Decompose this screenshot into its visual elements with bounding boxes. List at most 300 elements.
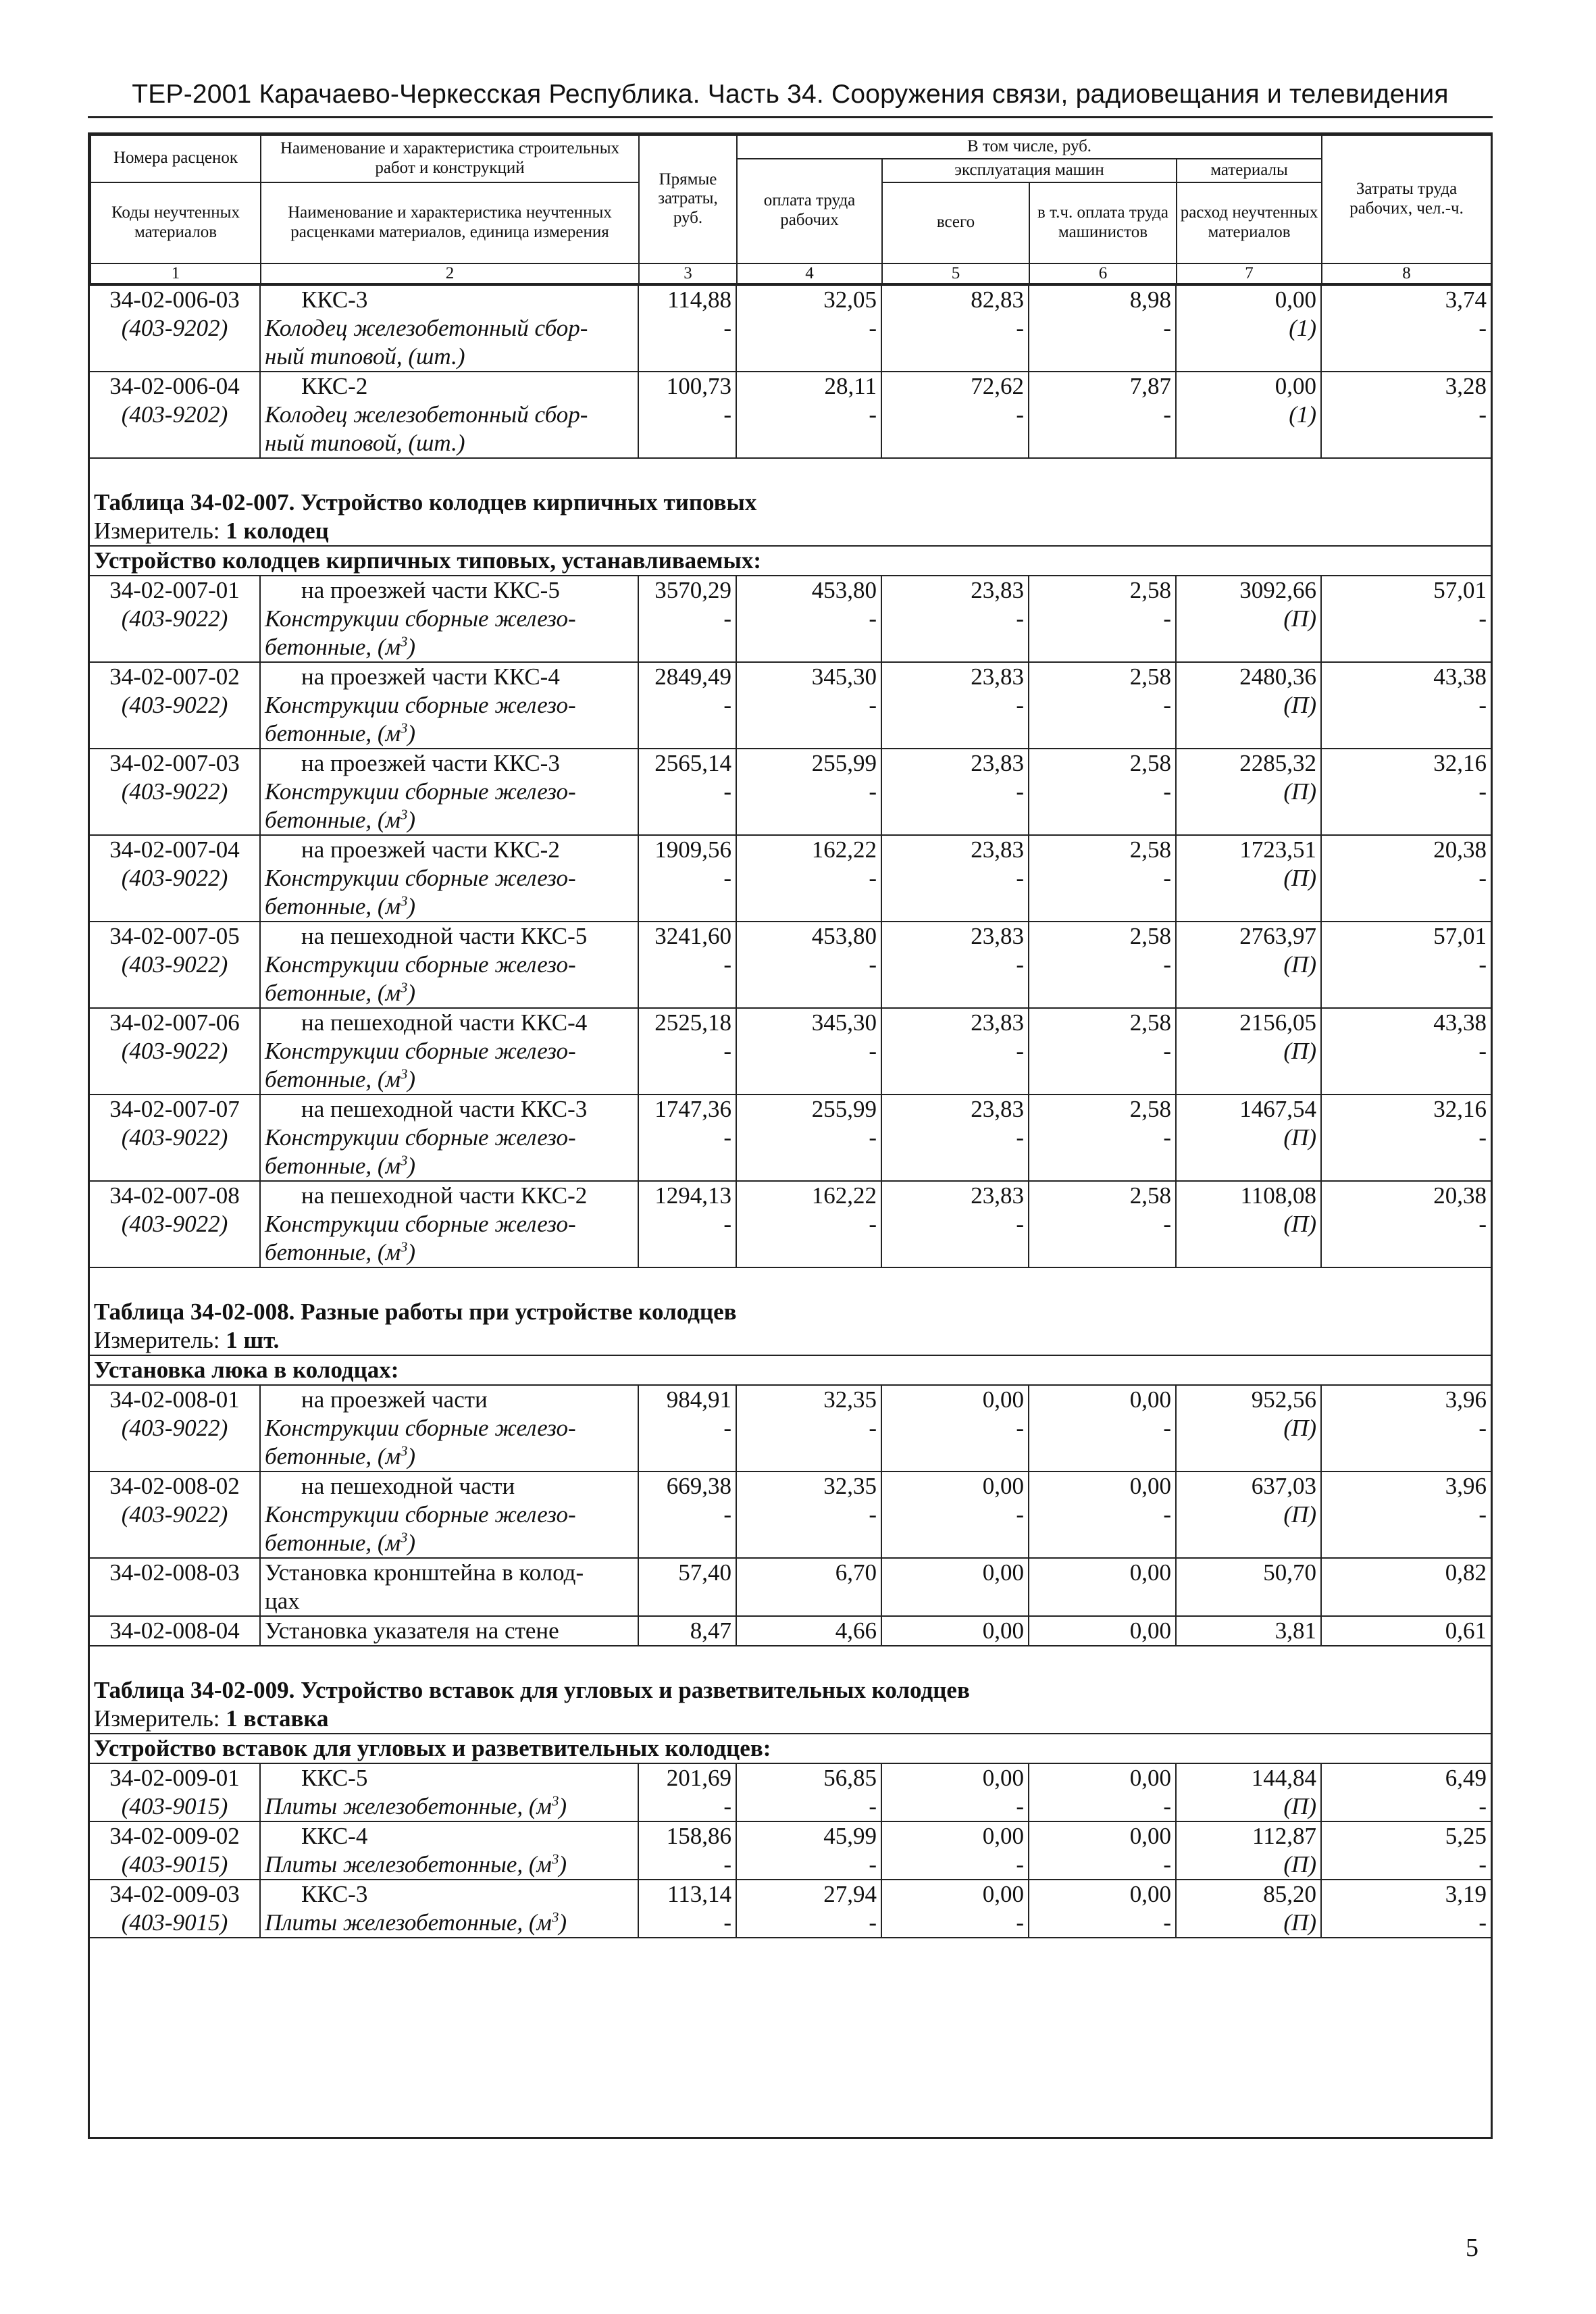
col-number: 8 — [1322, 263, 1491, 284]
cubic-sup: 3 — [551, 1909, 559, 1926]
dash: - — [1029, 1037, 1176, 1065]
material-row — [90, 951, 1491, 979]
paren: ) — [407, 720, 416, 747]
rate-code: 34-02-009-01 — [90, 1763, 260, 1792]
paren: ) — [407, 1153, 416, 1180]
rate-name: Установка указателя на стене — [260, 1616, 638, 1646]
dash: - — [1029, 605, 1176, 633]
direct-costs: 201,69 — [638, 1763, 736, 1792]
operators-pay: 0,00 — [1029, 1880, 1176, 1909]
header-rates-number: Номера расценок — [91, 135, 261, 182]
empty-cell — [90, 1238, 260, 1267]
dash: - — [736, 951, 881, 979]
machines-total: 0,00 — [881, 1472, 1029, 1501]
material-name-line: Колодец железобетонный сбор- — [265, 315, 588, 342]
header-workers-pay: оплата труда рабочих — [737, 159, 882, 263]
empty-cell — [90, 892, 260, 922]
material-name — [260, 1851, 638, 1880]
rate-code: 34-02-007-05 — [90, 922, 260, 951]
material-code: (403-9022) — [90, 1124, 260, 1152]
material-usage: 0,00 — [1176, 285, 1321, 314]
material-usage: 85,20 — [1176, 1880, 1321, 1909]
dash: - — [881, 1909, 1029, 1938]
empty-cell — [90, 979, 260, 1008]
material-name-line: бетонные, (м — [265, 807, 401, 834]
labor-hours: 20,38 — [1321, 835, 1491, 864]
dash: - — [638, 864, 736, 892]
material-name-line: Конструкции сборные железо- — [260, 605, 638, 633]
material-usage: 637,03 — [1176, 1472, 1321, 1501]
material-qty: (П) — [1176, 951, 1321, 979]
direct-costs: 100,73 — [638, 372, 736, 401]
operators-pay: 0,00 — [1029, 1558, 1176, 1587]
direct-costs: 2565,14 — [638, 749, 736, 778]
empty-cell — [1029, 892, 1176, 922]
material-qty: (1) — [1176, 314, 1321, 343]
material-name — [260, 1792, 638, 1821]
material-usage: 952,56 — [1176, 1385, 1321, 1414]
measure-label: Измеритель: — [94, 1327, 226, 1354]
table-row — [90, 576, 1491, 605]
workers-pay: 162,22 — [736, 1181, 881, 1210]
material-name-line: бетонные, (м — [265, 1443, 401, 1470]
cubic-sup: 3 — [400, 633, 408, 650]
operators-pay: 2,58 — [1029, 1095, 1176, 1124]
dash: - — [1478, 1415, 1487, 1442]
dash: - — [638, 1851, 736, 1880]
rate-code: 34-02-007-04 — [90, 835, 260, 864]
cubic-sup: 3 — [400, 1152, 408, 1169]
empty-cell — [1321, 979, 1491, 1008]
table-007 — [90, 458, 1491, 576]
operators-pay: 2,58 — [1029, 922, 1176, 951]
material-name — [260, 979, 638, 1008]
material-name-line: бетонные, (м — [265, 720, 401, 747]
labor-hours: 43,38 — [1321, 662, 1491, 691]
workers-pay: 28,11 — [736, 372, 881, 401]
table-row — [90, 372, 1491, 401]
material-code: (403-9022) — [90, 691, 260, 720]
material-name-line: ный типовой, (шт.) — [260, 343, 638, 372]
empty-cell — [881, 1065, 1029, 1095]
cubic-sup: 3 — [400, 1065, 408, 1082]
rate-name: на проезжей части ККС-2 — [260, 835, 638, 864]
workers-pay: 345,30 — [736, 662, 881, 691]
material-name-line: Конструкции сборные железо- — [260, 864, 638, 892]
material-row-cont — [90, 1152, 1491, 1181]
dash: - — [638, 1909, 736, 1938]
workers-pay: 56,85 — [736, 1763, 881, 1792]
labor-hours: 0,61 — [1321, 1616, 1491, 1646]
table-row — [90, 835, 1491, 864]
machines-total: 0,00 — [881, 1880, 1029, 1909]
direct-costs: 2849,49 — [638, 662, 736, 691]
material-name-line: Плиты железобетонные, (м — [265, 1793, 552, 1820]
operators-pay: 0,00 — [1029, 1763, 1176, 1792]
empty-cell — [1176, 1238, 1321, 1267]
dash: - — [736, 864, 881, 892]
table-title: Таблица 34-02-009. Устройство вставок для угловых и разветвительных колодцев — [90, 1646, 1491, 1705]
dash: - — [736, 1414, 881, 1442]
material-name-line: бетонные, (м — [265, 634, 401, 661]
material-usage: 3,81 — [1176, 1616, 1321, 1646]
dash: - — [1029, 1792, 1176, 1821]
workers-pay: 345,30 — [736, 1008, 881, 1037]
material-name-line: бетонные, (м — [265, 980, 401, 1007]
direct-costs: 669,38 — [638, 1472, 736, 1501]
material-name — [260, 806, 638, 835]
col-number: 2 — [261, 263, 639, 284]
material-qty: (П) — [1176, 605, 1321, 633]
material-qty: (П) — [1176, 1037, 1321, 1065]
labor-hours: 3,19 — [1321, 1880, 1491, 1909]
workers-pay: 32,35 — [736, 1385, 881, 1414]
rate-name-line: цах — [260, 1587, 638, 1616]
rate-code: 34-02-009-03 — [90, 1880, 260, 1909]
measure-label: Измеритель: — [94, 518, 226, 545]
material-row-cont — [90, 343, 1491, 372]
rate-code: 34-02-006-04 — [90, 372, 260, 401]
labor-hours: 57,01 — [1321, 922, 1491, 951]
empty-cell — [1321, 1529, 1491, 1558]
rates-body — [90, 284, 1491, 1938]
rate-name: на пешеходной части — [260, 1472, 638, 1501]
rate-name: на пешеходной части ККС-3 — [260, 1095, 638, 1124]
table-title: Таблица 34-02-008. Разные работы при устройстве колодцев — [90, 1267, 1491, 1326]
table-row — [90, 749, 1491, 778]
material-row-cont — [90, 429, 1491, 458]
material-name — [260, 1238, 638, 1267]
table-row — [90, 1181, 1491, 1210]
empty-cell — [90, 1152, 260, 1181]
empty-cell — [638, 892, 736, 922]
material-name-line: бетонные, (м — [265, 893, 401, 920]
empty-cell — [1176, 892, 1321, 922]
section-subheader: Устройство колодцев кирпичных типовых, устанавливаемых: — [90, 546, 1491, 576]
material-row — [90, 1124, 1491, 1152]
labor-hours: 0,82 — [1321, 1558, 1491, 1587]
material-qty: (П) — [1176, 1210, 1321, 1238]
rate-code: 34-02-008-04 — [90, 1616, 260, 1646]
table-007-rows — [90, 576, 1491, 1267]
paren: ) — [407, 1443, 416, 1470]
empty-cell — [1321, 1152, 1491, 1181]
header-rule — [88, 116, 1493, 118]
dash: - — [881, 605, 1029, 633]
material-name-line: Конструкции сборные железо- — [260, 1124, 638, 1152]
col-number: 7 — [1177, 263, 1322, 284]
rate-code: 34-02-007-08 — [90, 1181, 260, 1210]
cubic-sup: 3 — [400, 979, 408, 996]
table-row — [90, 1558, 1491, 1587]
dash: - — [736, 314, 881, 343]
header-material-codes: Коды неучтенных материалов — [91, 182, 261, 263]
operators-pay: 2,58 — [1029, 1008, 1176, 1037]
empty-cell — [1176, 1065, 1321, 1095]
material-name-line: Конструкции сборные железо- — [260, 1037, 638, 1065]
table-008-extra-rows — [90, 1558, 1491, 1646]
table-row — [90, 662, 1491, 691]
material-row — [90, 1210, 1491, 1238]
material-code: (403-9022) — [90, 778, 260, 806]
dash: - — [1478, 1038, 1487, 1065]
machines-total: 0,00 — [881, 1763, 1029, 1792]
dash: - — [736, 1851, 881, 1880]
rate-name: ККС-4 — [260, 1821, 638, 1851]
material-code: (403-9022) — [90, 1414, 260, 1442]
material-qty: (П) — [1176, 691, 1321, 720]
rate-name: ККС-3 — [260, 285, 638, 314]
machines-total: 82,83 — [881, 285, 1029, 314]
material-name-line: Конструкции сборные железо- — [260, 1210, 638, 1238]
empty-cell — [638, 633, 736, 662]
header-material-usage: расход неучтенных материалов — [1177, 182, 1322, 263]
machines-total: 23,83 — [881, 662, 1029, 691]
material-name — [260, 720, 638, 749]
rate-code: 34-02-007-06 — [90, 1008, 260, 1037]
empty-cell — [1029, 720, 1176, 749]
empty-cell — [1176, 633, 1321, 662]
direct-costs: 57,40 — [638, 1558, 736, 1587]
paren: ) — [559, 1793, 567, 1820]
material-row — [90, 1037, 1491, 1065]
material-code: (403-9022) — [90, 1501, 260, 1529]
empty-cell — [90, 1065, 260, 1095]
material-qty: (П) — [1176, 1851, 1321, 1880]
column-header — [90, 134, 1492, 284]
workers-pay: 453,80 — [736, 576, 881, 605]
machines-total: 0,00 — [881, 1385, 1029, 1414]
empty-cell — [1029, 1238, 1176, 1267]
direct-costs: 2525,18 — [638, 1008, 736, 1037]
dash: - — [881, 691, 1029, 720]
labor-hours: 3,74 — [1321, 285, 1491, 314]
machines-total: 23,83 — [881, 922, 1029, 951]
rate-name: на проезжей части ККС-5 — [260, 576, 638, 605]
rate-code: 34-02-007-02 — [90, 662, 260, 691]
paren: ) — [407, 980, 416, 1007]
empty-cell — [638, 1529, 736, 1558]
dash: - — [881, 951, 1029, 979]
table-row — [90, 1763, 1491, 1792]
material-name-line: Конструкции сборные железо- — [260, 951, 638, 979]
dash: - — [638, 1124, 736, 1152]
rate-code: 34-02-008-02 — [90, 1472, 260, 1501]
material-qty: (1) — [1176, 401, 1321, 429]
header-materials: материалы — [1177, 159, 1322, 182]
paren: ) — [407, 1066, 416, 1093]
machines-total: 23,83 — [881, 576, 1029, 605]
empty-cell — [1321, 1442, 1491, 1472]
operators-pay: 0,00 — [1029, 1616, 1176, 1646]
dash: - — [638, 314, 736, 343]
dash: - — [638, 691, 736, 720]
material-usage: 1723,51 — [1176, 835, 1321, 864]
material-code: (403-9015) — [90, 1909, 260, 1938]
material-qty: (П) — [1176, 864, 1321, 892]
empty-cell — [638, 720, 736, 749]
dash: - — [1029, 1909, 1176, 1938]
dash: - — [881, 401, 1029, 429]
dash: - — [881, 1124, 1029, 1152]
col-number: 1 — [91, 263, 261, 284]
rate-code: 34-02-008-01 — [90, 1385, 260, 1414]
material-name — [260, 314, 638, 343]
measure-label: Измеритель: — [94, 1705, 226, 1732]
empty-cell — [881, 1152, 1029, 1181]
workers-pay: 453,80 — [736, 922, 881, 951]
machines-total: 23,83 — [881, 835, 1029, 864]
dash: - — [1478, 1501, 1487, 1528]
table-row — [90, 1821, 1491, 1851]
material-row-cont — [90, 806, 1491, 835]
direct-costs: 8,47 — [638, 1616, 736, 1646]
material-usage: 2763,97 — [1176, 922, 1321, 951]
material-row — [90, 314, 1491, 343]
page-number: 5 — [1466, 2234, 1478, 2262]
material-qty: (П) — [1176, 1501, 1321, 1529]
header-machines-total: всего — [882, 182, 1029, 263]
empty-cell — [881, 1529, 1029, 1558]
dash: - — [1029, 314, 1176, 343]
machines-total: 23,83 — [881, 1008, 1029, 1037]
dash: - — [881, 1501, 1029, 1529]
rate-name: на пешеходной части ККС-4 — [260, 1008, 638, 1037]
labor-hours: 3,96 — [1321, 1385, 1491, 1414]
material-name — [260, 1442, 638, 1472]
material-usage: 0,00 — [1176, 372, 1321, 401]
operators-pay: 0,00 — [1029, 1472, 1176, 1501]
header-machines: эксплуатация машин — [882, 159, 1177, 182]
col-number: 5 — [882, 263, 1029, 284]
empty-cell — [736, 1442, 881, 1472]
dash: - — [1029, 951, 1176, 979]
dash: - — [1029, 401, 1176, 429]
material-qty: (П) — [1176, 1414, 1321, 1442]
empty-cell — [881, 806, 1029, 835]
material-usage: 1467,54 — [1176, 1095, 1321, 1124]
dash: - — [881, 1792, 1029, 1821]
material-row — [90, 691, 1491, 720]
empty-cell — [736, 1065, 881, 1095]
material-code: (403-9022) — [90, 864, 260, 892]
operators-pay: 0,00 — [1029, 1385, 1176, 1414]
empty-cell — [90, 1442, 260, 1472]
empty-cell — [1029, 633, 1176, 662]
empty-cell — [1176, 1152, 1321, 1181]
section-subheader: Устройство вставок для угловых и разветвительных колодцев: — [90, 1734, 1491, 1763]
labor-hours: 32,16 — [1321, 749, 1491, 778]
header-operators-pay: в т.ч. оплата труда машинистов — [1029, 182, 1177, 263]
material-name — [260, 1152, 638, 1181]
material-name — [260, 892, 638, 922]
cubic-sup: 3 — [400, 1238, 408, 1255]
material-row — [90, 1792, 1491, 1821]
machines-total: 0,00 — [881, 1821, 1029, 1851]
direct-costs: 158,86 — [638, 1821, 736, 1851]
material-name-line: Конструкции сборные железо- — [260, 778, 638, 806]
operators-pay: 2,58 — [1029, 1181, 1176, 1210]
rate-code: 34-02-009-02 — [90, 1821, 260, 1851]
dash: - — [736, 1124, 881, 1152]
empty-cell — [881, 720, 1029, 749]
rate-code: 34-02-008-03 — [90, 1558, 260, 1587]
empty-cell — [736, 633, 881, 662]
table-row — [90, 1095, 1491, 1124]
dash: - — [736, 1037, 881, 1065]
material-code: (403-9022) — [90, 1037, 260, 1065]
dash: - — [1478, 1851, 1487, 1878]
material-row — [90, 1501, 1491, 1529]
material-row — [90, 778, 1491, 806]
dash: - — [1478, 951, 1487, 978]
workers-pay: 32,35 — [736, 1472, 881, 1501]
header-direct-costs: Прямые затраты, руб. — [639, 135, 737, 263]
dash: - — [1029, 778, 1176, 806]
material-row-cont — [90, 1529, 1491, 1558]
material-row — [90, 1851, 1491, 1880]
dash: - — [1478, 605, 1487, 632]
machines-total: 72,62 — [881, 372, 1029, 401]
operators-pay: 7,87 — [1029, 372, 1176, 401]
empty-cell — [638, 1238, 736, 1267]
machines-total: 23,83 — [881, 749, 1029, 778]
rate-name: на пешеходной части ККС-2 — [260, 1181, 638, 1210]
empty-cell — [90, 806, 260, 835]
dash: - — [1029, 1124, 1176, 1152]
measure-value: 1 шт. — [226, 1327, 280, 1354]
operators-pay: 2,58 — [1029, 662, 1176, 691]
material-code: (403-9022) — [90, 605, 260, 633]
rates-table-frame — [88, 132, 1493, 2139]
workers-pay: 45,99 — [736, 1821, 881, 1851]
paren: ) — [407, 1239, 416, 1266]
measure-line — [90, 1705, 1491, 1734]
cubic-sup: 3 — [400, 1529, 408, 1546]
labor-hours: 32,16 — [1321, 1095, 1491, 1124]
dash: - — [736, 401, 881, 429]
workers-pay: 4,66 — [736, 1616, 881, 1646]
empty-cell — [736, 1238, 881, 1267]
empty-cell — [1321, 720, 1491, 749]
dash: - — [881, 1414, 1029, 1442]
table-009 — [90, 1646, 1491, 1763]
empty-cell — [736, 979, 881, 1008]
material-usage: 2156,05 — [1176, 1008, 1321, 1037]
header-labor-hours: Затраты труда рабочих, чел.-ч. — [1322, 135, 1491, 263]
table-row — [90, 1472, 1491, 1501]
operators-pay: 2,58 — [1029, 749, 1176, 778]
labor-hours: 20,38 — [1321, 1181, 1491, 1210]
empty-cell — [1176, 720, 1321, 749]
cubic-sup: 3 — [551, 1851, 559, 1867]
empty-cell — [736, 720, 881, 749]
dash: - — [736, 1909, 881, 1938]
table-006-rows — [90, 285, 1491, 458]
dash: - — [1478, 315, 1487, 342]
machines-total: 23,83 — [881, 1095, 1029, 1124]
paren: ) — [407, 807, 416, 834]
dash: - — [1478, 692, 1487, 719]
empty-cell — [1321, 1065, 1491, 1095]
dash: - — [638, 605, 736, 633]
dash: - — [736, 778, 881, 806]
table-row — [90, 1008, 1491, 1037]
empty-cell — [881, 1442, 1029, 1472]
workers-pay: 32,05 — [736, 285, 881, 314]
material-name — [260, 1529, 638, 1558]
labor-hours: 57,01 — [1321, 576, 1491, 605]
